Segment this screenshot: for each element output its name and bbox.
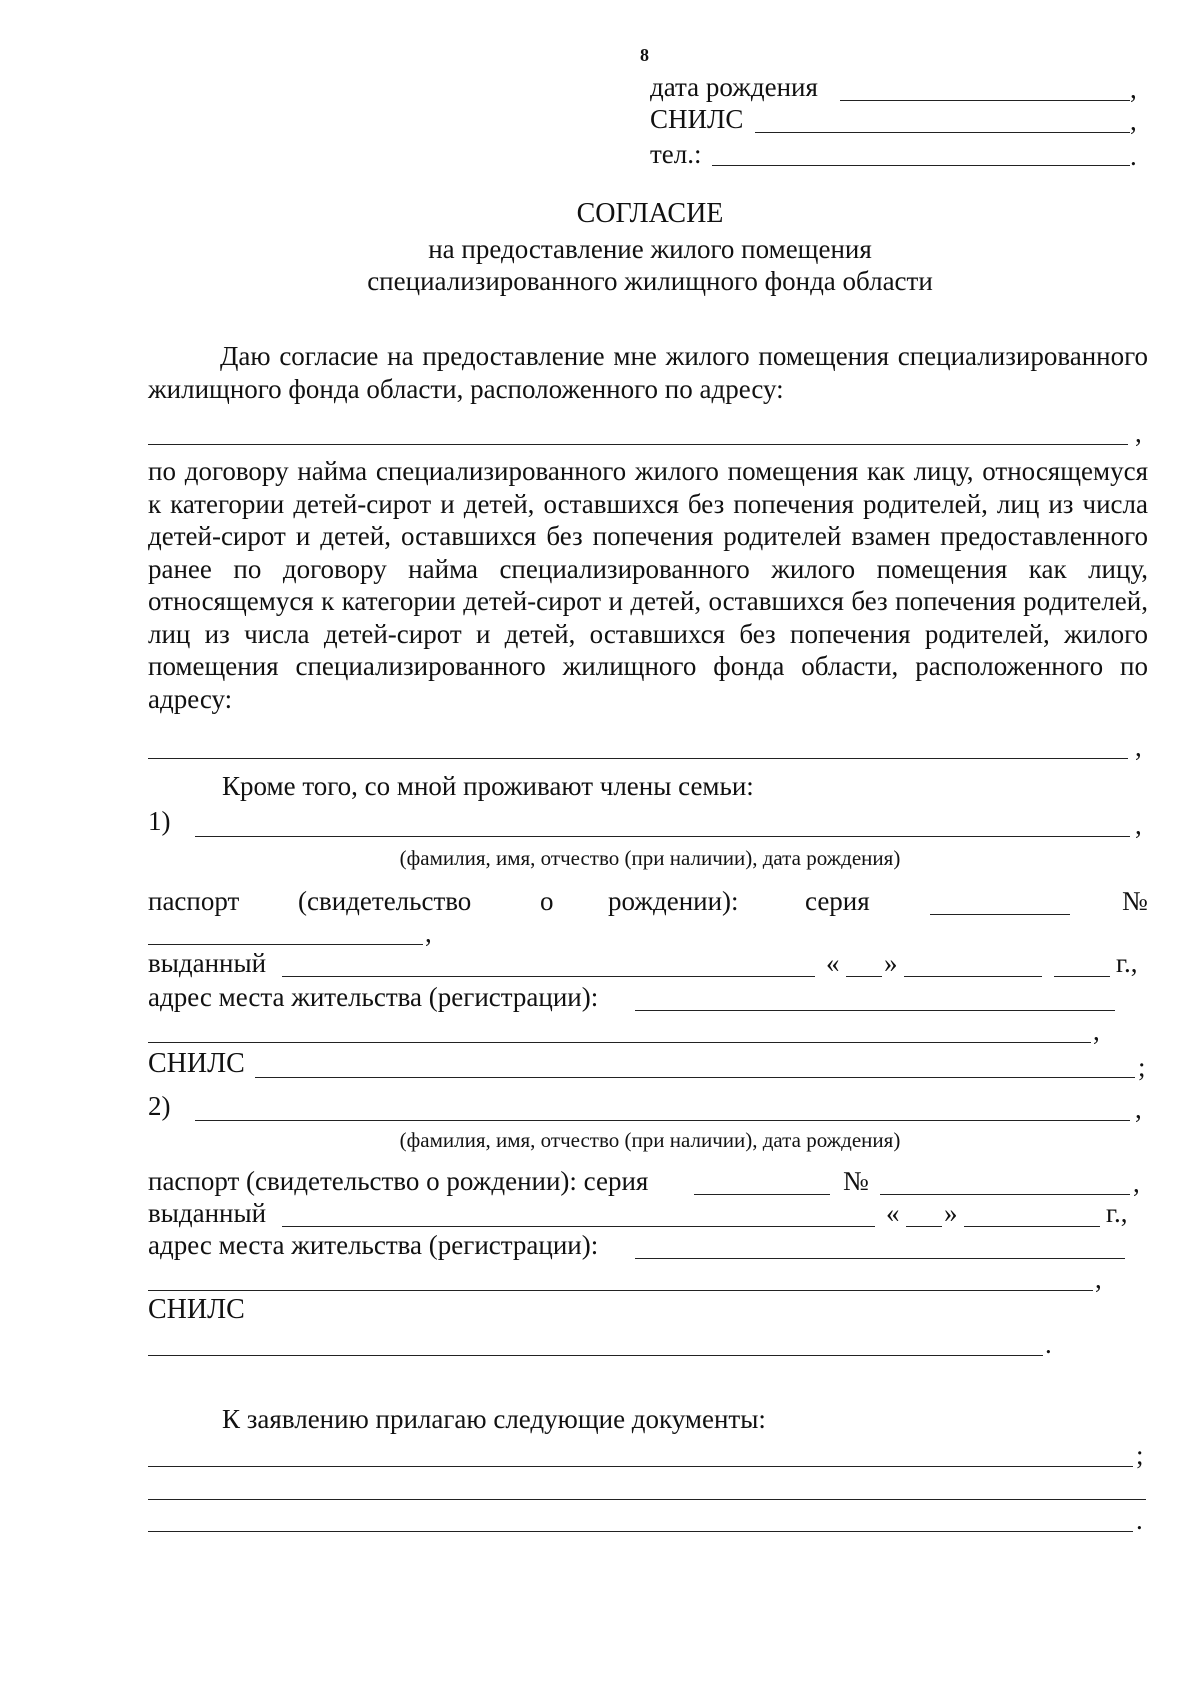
member-1-name-field[interactable] <box>195 836 1130 837</box>
document-title: СОГЛАСИЕ <box>576 198 724 229</box>
attachment-3-end: . <box>1136 1505 1143 1535</box>
member-1-snils-field[interactable] <box>255 1077 1135 1078</box>
member-2-passport-comma: , <box>1133 1168 1140 1198</box>
member-1-snils-end: ; <box>1138 1052 1146 1082</box>
member-1-address-comma: , <box>1093 1016 1100 1046</box>
member-1-issued-label: выданный <box>148 948 267 978</box>
member-1-address-label: адрес места жительства (регистрации): <box>148 982 599 1012</box>
title-line-2: специализированного жилищного фонда области <box>367 266 933 296</box>
member-1-passport-number-field[interactable] <box>148 944 423 945</box>
member-1-name-comma: , <box>1135 810 1142 840</box>
member-2-address-field[interactable] <box>635 1258 1125 1259</box>
attachment-field-3[interactable] <box>148 1531 1133 1532</box>
phone-field[interactable] <box>712 165 1130 166</box>
member-2-snils-label: СНИЛС <box>148 1294 245 1325</box>
member-1-number-sign: № <box>1122 886 1148 916</box>
attachment-1-end: ; <box>1136 1440 1144 1470</box>
attachment-field-1[interactable] <box>148 1466 1133 1467</box>
member-1-birth-word: рождении): <box>608 886 739 916</box>
address-field-1[interactable] <box>148 444 1128 445</box>
title-line-1: на предоставление жилого помещения <box>428 234 872 264</box>
birth-date-field[interactable] <box>840 100 1130 101</box>
member-1-series-field[interactable] <box>930 914 1070 915</box>
member-1-issued-by-field[interactable] <box>282 976 815 977</box>
page-number: 8 <box>640 45 649 65</box>
member-2-year-suffix: г., <box>1106 1198 1128 1228</box>
member-2-name-field[interactable] <box>195 1120 1130 1121</box>
snils-label: СНИЛС <box>650 104 744 134</box>
birth-date-label: дата рождения <box>650 72 818 102</box>
member-2-name-comma: , <box>1135 1094 1142 1124</box>
member-2-passport-line: паспорт (свидетельство о рождении): серия <box>148 1166 649 1196</box>
member-1-passport-word: паспорт <box>148 886 240 916</box>
member-2-day-field[interactable] <box>906 1226 942 1227</box>
family-intro: Кроме того, со мной проживают члены семьи: <box>222 771 754 801</box>
birth-date-comma: , <box>1130 74 1137 104</box>
member-2-address-field-cont[interactable] <box>148 1290 1093 1291</box>
member-2-passport-number-field[interactable] <box>880 1194 1130 1195</box>
snils-comma: , <box>1130 106 1137 136</box>
member-2-number-sign: № <box>843 1166 869 1196</box>
member-1-address-field[interactable] <box>635 1010 1115 1011</box>
member-1-quote-open: « <box>826 948 840 978</box>
address-2-comma: , <box>1135 732 1142 762</box>
contract-paragraph: по договору найма специализированного жилого помещения как лицу, относящемуся к категории детей-сирот и детей, оставшихся без попечения родителей, лиц из числа детей-сирот и детей, оставшихся без попечения родителей взамен предоставленного ранее по договору найма специализированного жилого помещения как лицу, относящемуся к категории детей-сирот и детей, оставшихся без попечения родителей, лиц из числа детей-сирот и детей, оставшихся без попечения родителей, жилого помещения специализированного жилищного фонда области, расположенного по адресу: <box>148 456 1148 714</box>
member-1-year-suffix: г., <box>1116 948 1138 978</box>
phone-dot: . <box>1130 141 1137 171</box>
member-1-quote-close: » <box>884 948 898 978</box>
member-2-issued-label: выданный <box>148 1198 267 1228</box>
member-1-address-field-cont[interactable] <box>148 1042 1091 1043</box>
member-2-caption: (фамилия, имя, отчество (при наличии), дата рождения) <box>399 1128 901 1152</box>
member-1-month-field[interactable] <box>904 976 1042 977</box>
consent-paragraph: Даю согласие на предоставление мне жилого помещения специализированного жилищного фонда области, расположенного по адресу: <box>148 341 1148 404</box>
member-2-snils-end: . <box>1045 1329 1052 1359</box>
attachments-label: К заявлению прилагаю следующие документы: <box>222 1404 766 1434</box>
attachment-field-2[interactable] <box>148 1499 1146 1500</box>
member-1-year-field[interactable] <box>1054 976 1110 977</box>
member-2-snils-field[interactable] <box>148 1355 1043 1356</box>
address-1-comma: , <box>1135 418 1142 448</box>
phone-label: тел.: <box>650 139 702 169</box>
member-2-quote-open: « <box>886 1198 900 1228</box>
member-1-o-word: о <box>540 886 554 916</box>
member-2-issued-by-field[interactable] <box>282 1226 875 1227</box>
member-2-address-comma: , <box>1095 1264 1102 1294</box>
member-2-month-field[interactable] <box>964 1226 1100 1227</box>
member-1-caption: (фамилия, имя, отчество (при наличии), дата рождения) <box>399 846 901 870</box>
member-2-number: 2) <box>148 1091 171 1121</box>
address-field-2[interactable] <box>148 758 1128 759</box>
member-1-snils-label: СНИЛС <box>148 1048 245 1079</box>
member-1-certificate-word: (свидетельство <box>298 886 472 916</box>
member-1-series-word: серия <box>805 886 870 916</box>
snils-field[interactable] <box>755 132 1130 133</box>
member-1-number: 1) <box>148 806 171 836</box>
member-2-address-label: адрес места жительства (регистрации): <box>148 1230 599 1260</box>
member-2-series-field[interactable] <box>694 1194 830 1195</box>
member-2-quote-close: » <box>944 1198 958 1228</box>
member-1-day-field[interactable] <box>846 976 882 977</box>
member-1-passport-comma: , <box>425 918 432 948</box>
